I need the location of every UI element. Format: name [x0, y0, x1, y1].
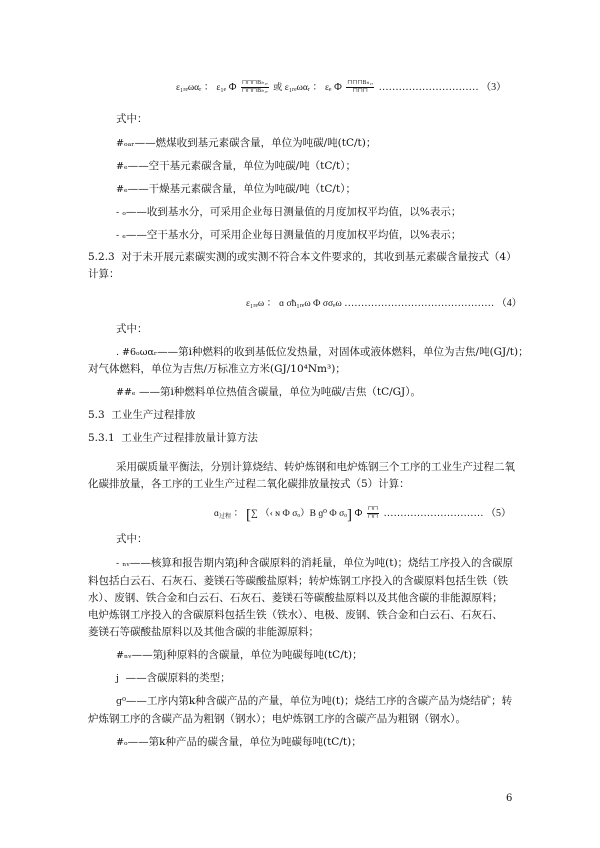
formula-5-op: Ф: [354, 507, 363, 519]
fraction-denominator: ⊓⊓⊓: [352, 88, 368, 95]
definition-row: [116, 694, 512, 709]
formula-5: [214, 506, 511, 524]
fraction-numerator: ⊓⊓⊓Β»₁ₑ: [347, 80, 374, 87]
definition-symbol: #ₑ: [116, 184, 128, 195]
formula-5-sep: ：: [233, 507, 244, 519]
fraction-numerator: ⊓⊓⊓Β»₁ₑ: [241, 80, 268, 87]
section-5-3-1-heading: [88, 431, 258, 445]
section-number: 5.2.3: [88, 251, 115, 263]
formula-5-fraction: [367, 506, 379, 521]
definition-symbol: #ₑ: [116, 161, 128, 172]
definition-symbol: #ₒ: [116, 737, 128, 748]
definition-continuation: 对气体燃料，单位为吉焦/万标准立方米(GJ/10⁴Nm³)；: [88, 363, 346, 375]
formula-3-right-2: εₑ: [325, 83, 332, 93]
definition-continuation: 料包括白云石、石灰石、菱镁石等碳酸盐原料；转炉炼钢工序投入的含碳原料包括生铁（铁: [88, 575, 508, 587]
section-title: 工业生产过程排放量计算方法: [121, 432, 258, 444]
definition-row: [116, 648, 363, 663]
definition-row: [116, 136, 376, 151]
formula-5-body: （‹ ɴ Ф σₒ）Β ɡ⁰ Ф σₒ: [260, 508, 348, 519]
section-title: 工业生产过程排放: [111, 409, 196, 421]
paragraph-line: 化碳排放量，各工序的工业生产过程二氧化碳排放量按式（5）计算：: [88, 478, 410, 490]
formula-5-sum: ∑: [250, 508, 258, 519]
where-label-3: 式中：: [116, 533, 148, 545]
definition-continuation: 电炉炼钢工序投入的含碳原料包括生铁（铁水）、电极、废钢、铁合金和白云石、石灰石、: [88, 609, 503, 621]
formula-4-left: ε₁ᵣₑω: [246, 299, 265, 309]
definition-continuation: 水）、废钢、铁合金和白云石、石灰石、菱镁石等碳酸盐原料以及其他含碳的非能源原料；: [88, 592, 503, 604]
definition-row: [116, 735, 362, 750]
definition-row: [116, 159, 356, 174]
formula-3-sep-2: ：: [312, 82, 323, 93]
definition-symbol: - ₑ: [116, 230, 126, 241]
definition-row: [116, 385, 421, 400]
section-text-line-1: 对于未开展元素碳实测的或实测不符合本文件要求的，其收到基元素碳含量按式（4）: [121, 251, 517, 263]
definition-text: ——干燥基元素碳含量，单位为吨碳/吨（tC/t）；: [127, 183, 356, 195]
formula-4-number: （4）: [496, 298, 522, 309]
definition-symbol: . #6ₒωαᵣ: [116, 347, 158, 358]
page-number: 6: [506, 793, 513, 804]
definition-text: ——第j种原料的含碳量，单位为吨碳每吨(tC/t)；: [131, 649, 363, 661]
definition-symbol: ɡ⁰: [116, 696, 126, 707]
definition-text: ——工序内第k种含碳产品的产量，单位为吨(t)；烧结工序的含碳产品为烧结矿；转: [125, 695, 513, 707]
where-label-1: 式中：: [116, 113, 148, 125]
definition-row: [116, 671, 231, 686]
fraction-denominator: ⊓⊓⊓Β»₁ₑ: [241, 88, 268, 95]
definition-text: ——第k种产品的碳含量，单位为吨碳每吨(tC/t)；: [127, 736, 362, 748]
formula-3-op-2: Ф: [333, 82, 342, 93]
formula-4-rhs: ɑ σħ₁ᵣₑω Ф σσₑω: [279, 299, 342, 309]
definition-row: [116, 345, 529, 360]
formula-4-dots: ………………………………………: [344, 298, 495, 309]
definition-text: ——含碳原料的类型；: [125, 672, 231, 684]
definition-continuation: 炉炼钢工序的含碳产品为粗钢（钢水）；电炉炼钢工序的含碳产品为粗钢（钢水）。: [88, 713, 466, 725]
formula-3-op: Ф: [228, 82, 237, 93]
formula-5-bracket-right: ]: [347, 506, 353, 523]
definition-symbol: - ₙᵥ: [116, 558, 130, 569]
definition-symbol: #ₙᵥ: [116, 650, 132, 661]
definition-symbol: j: [116, 673, 119, 684]
formula-5-left: ɑ: [214, 508, 219, 519]
definition-text: ——第i种燃料的收到基低位发热量，对固体或液体燃料，单位为吉焦/吨(GJ/t)；: [157, 346, 529, 358]
formula-5-number: （5）: [486, 507, 511, 519]
formula-4-sep: ：: [266, 298, 277, 309]
formula-3-right: ε₁ᵣₑωαᵣ: [284, 83, 311, 93]
definition-row: [116, 556, 513, 571]
formula-3-sep: ：: [203, 82, 214, 93]
formula-3-dots: …………………………: [378, 82, 479, 93]
definition-text: ——燃煤收到基元素碳含量，单位为吨碳/吨(tC/t)；: [134, 137, 377, 149]
section-number: 5.3.1: [88, 432, 115, 444]
definition-text: ——空干基水分，可采用企业每日测量值的月度加权平均值，以%表示；: [125, 229, 462, 241]
definition-symbol: #ₒₐᵣ: [116, 138, 135, 149]
formula-3-number: （3）: [481, 82, 507, 93]
section-text-line-2: 计算：: [88, 268, 120, 280]
formula-5-subscript: 过程: [218, 513, 231, 520]
formula-3: [176, 80, 506, 95]
definition-continuation: 菱镁石等碳酸盐原料以及其他含碳的非能源原料；: [88, 626, 319, 638]
formula-3-fraction-1: [241, 80, 269, 95]
formula-5-bracket-left: [: [245, 506, 251, 523]
fraction-denominator: ⊓⊓: [367, 514, 378, 520]
formula-3-left: ε₁ᵣₑωαᵣ: [176, 83, 202, 93]
formula-4: [246, 297, 522, 311]
definition-text: ——空干基元素碳含量，单位为吨碳/吨（tC/t）；: [127, 160, 356, 172]
section-number: 5.3: [88, 409, 105, 421]
formula-3-or: 或: [273, 82, 283, 92]
formula-3-fraction-2: [346, 80, 374, 95]
paragraph-line: 采用碳质量平衡法，分别计算烧结、转炉炼钢和电炉炼钢三个工序的工业生产过程二氧: [116, 461, 515, 473]
section-5-3-heading: [88, 408, 195, 422]
fraction-numerator: ⊓⊓: [367, 506, 378, 512]
definition-text: ——核算和报告期内第j种含碳原料的消耗量，单位为吨(t)；烧结工序投入的含碳原: [129, 557, 514, 569]
definition-text: ——第i种燃料单位热值含碳量，单位为吨碳/吉焦（tC/GJ）。: [138, 386, 421, 398]
definition-symbol: ##ₑ: [116, 387, 136, 398]
section-5-2-3: [88, 250, 517, 264]
definition-row: [116, 205, 461, 220]
definition-row: [116, 228, 461, 243]
formula-5-dots: …………………………: [383, 507, 484, 519]
definition-symbol: - ₒ: [116, 207, 126, 218]
definition-text: ——收到基水分，可采用企业每日测量值的月度加权平均值，以%表示；: [125, 206, 462, 218]
definition-row: [116, 182, 356, 197]
where-label-2: 式中：: [116, 323, 148, 335]
formula-3-mid: ε₁ₑ: [216, 83, 227, 93]
